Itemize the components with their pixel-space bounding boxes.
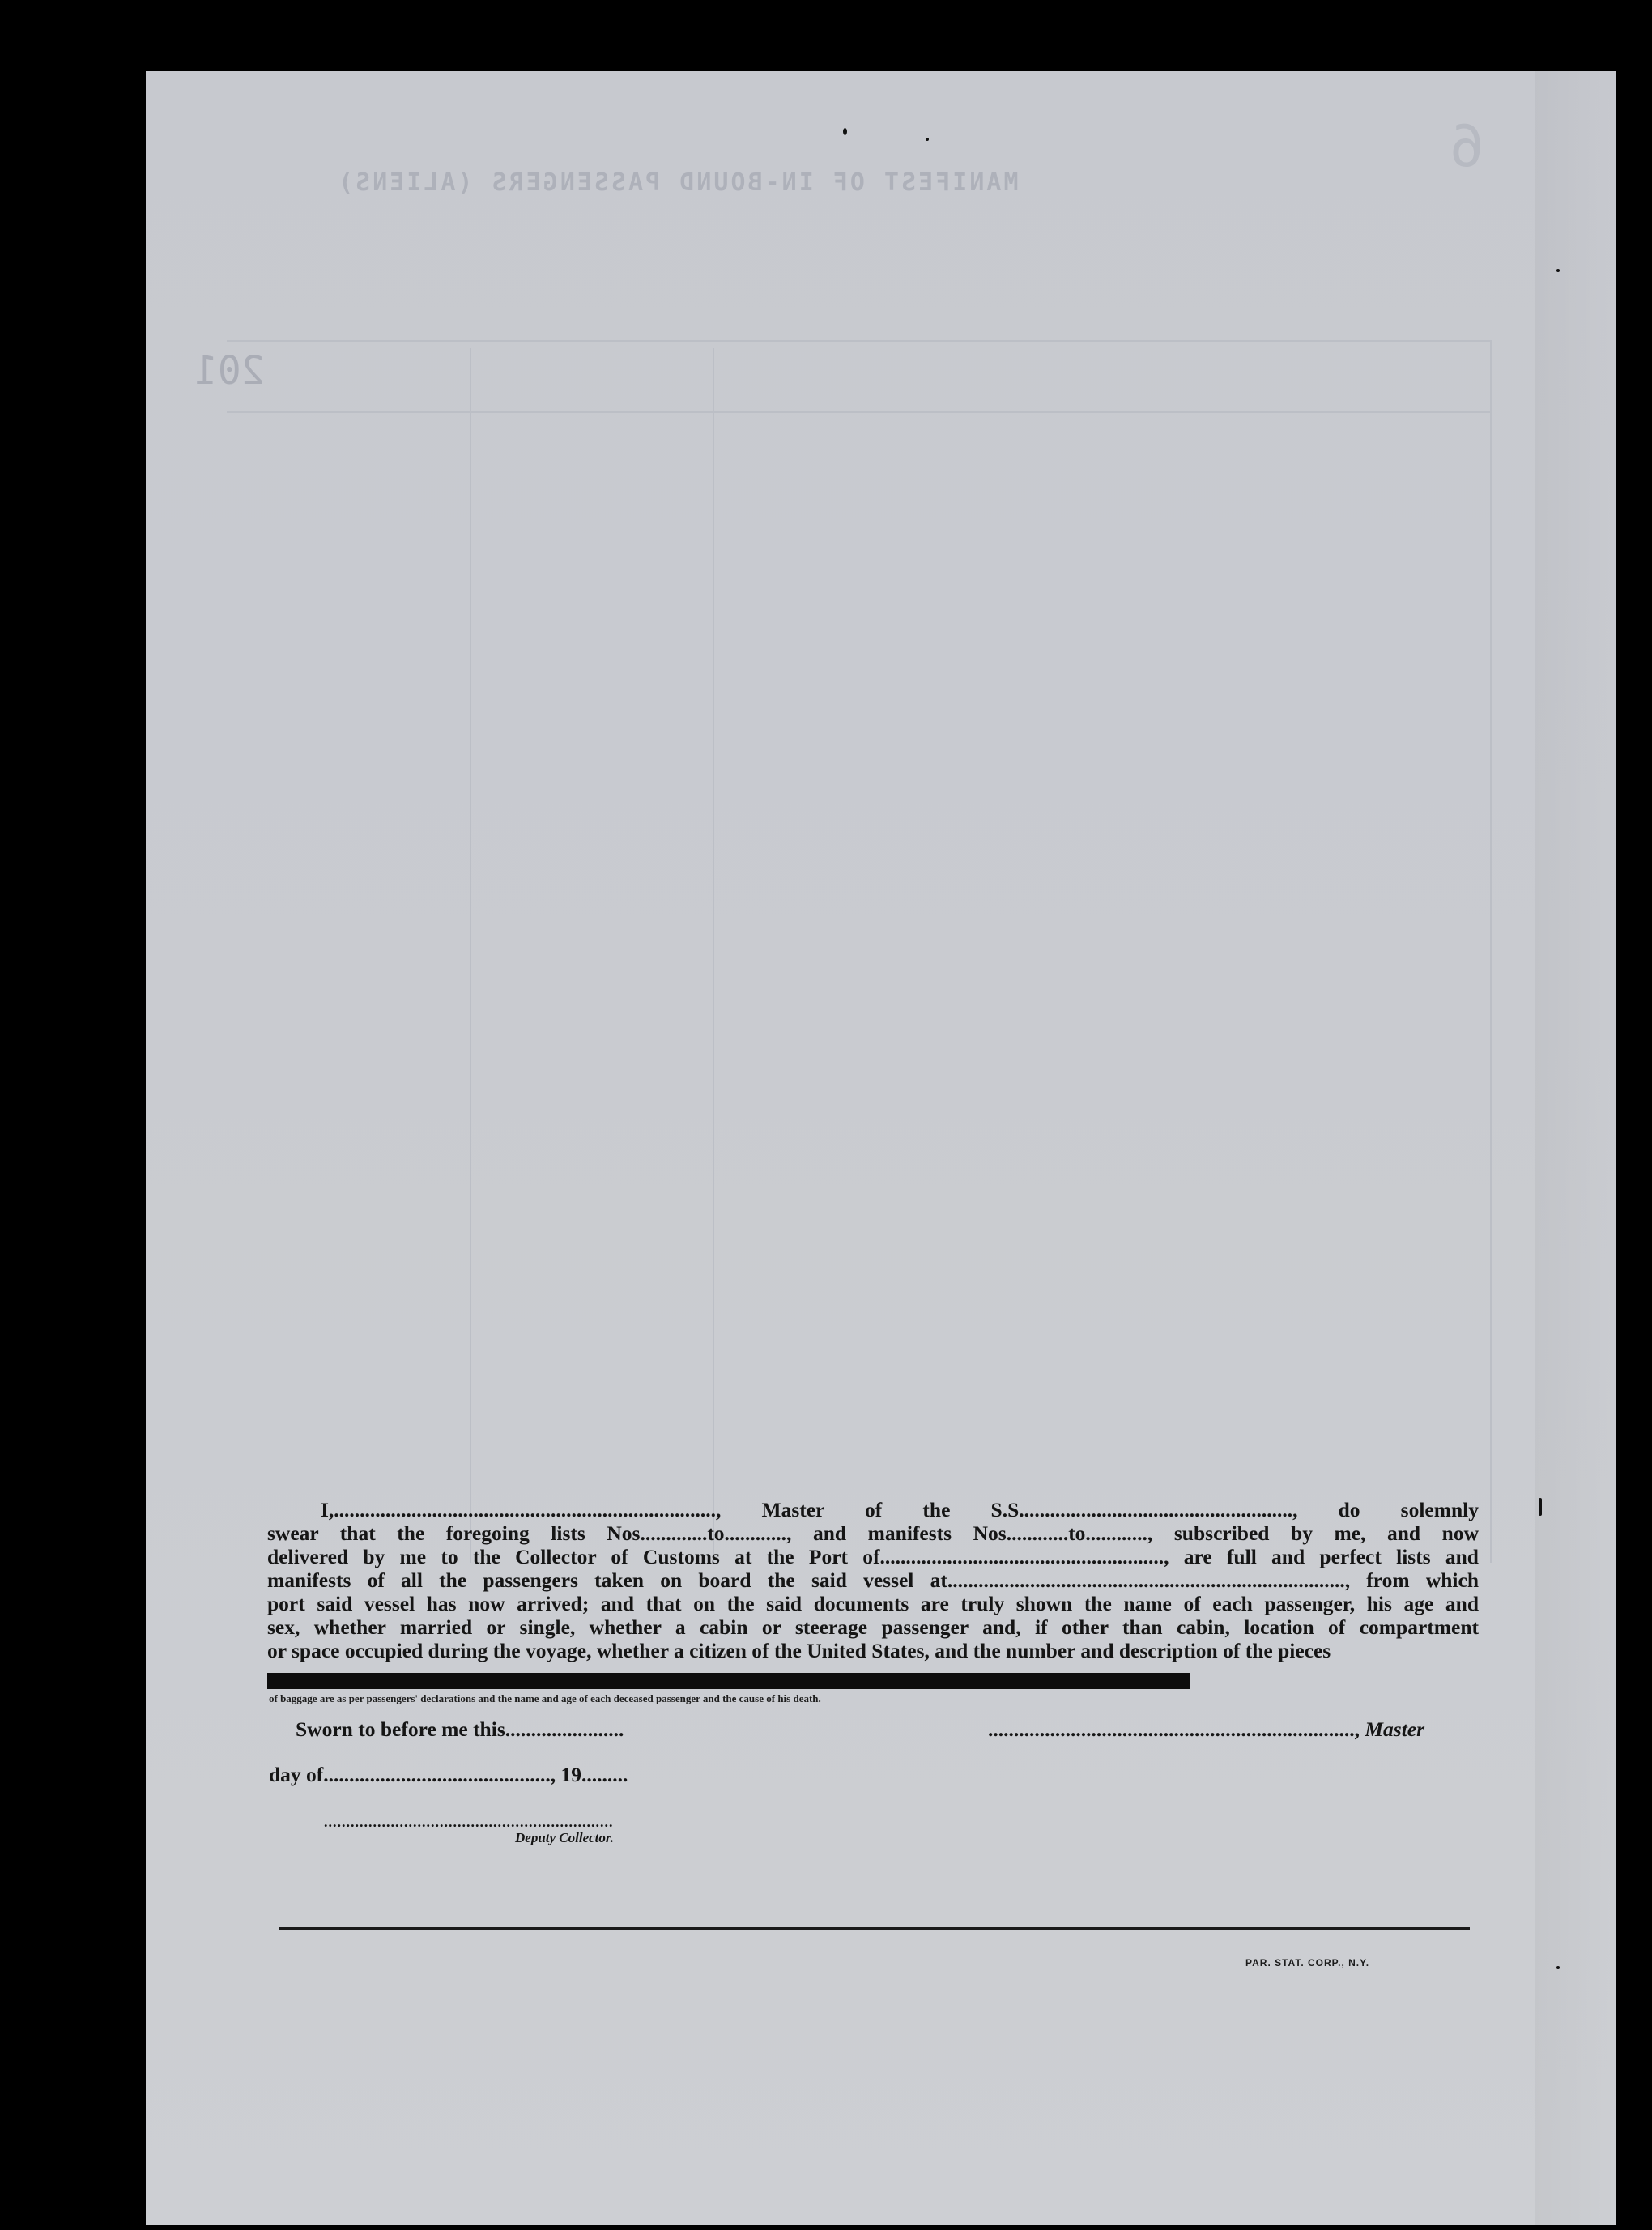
- deputy-collector-label: Deputy Collector.: [515, 1830, 614, 1845]
- oath-line: sex, whether married or single, whether a cabin or steerage passenger and, if other than cabin, location of compartment: [267, 1615, 1479, 1639]
- bleed-column-rule: [1490, 340, 1492, 1563]
- bottom-rule: [279, 1927, 1470, 1930]
- bleed-through-title: MANIFEST OF IN-BOUND PASSENGERS (ALIENS): [336, 168, 1019, 197]
- page-edge-shadow: [1535, 71, 1616, 2225]
- scan-speck: [843, 128, 847, 135]
- oath-line: I,.........................................................................., Master of the S.S....................................................., do solemnly: [321, 1498, 1479, 1521]
- bleed-through-number: 201: [194, 348, 265, 394]
- master-label: Master: [1365, 1717, 1425, 1741]
- master-signature-dots: .......................................................................,: [988, 1717, 1360, 1741]
- oath-note: of baggage are as per passengers' declarations and the name and age of each deceased passenger and the cause of his death.: [269, 1692, 821, 1704]
- redaction-bar: [267, 1673, 1190, 1689]
- scan-speck: [1539, 1498, 1542, 1516]
- day-of-line: day of............................................, 19.........: [269, 1763, 628, 1786]
- oath-line: delivered by me to the Collector of Customs at the Port of......................................................., are full and perfect lists and: [267, 1545, 1479, 1568]
- scan-speck: [1556, 269, 1560, 272]
- printer-imprint: PAR. STAT. CORP., N.Y.: [1245, 1957, 1370, 1968]
- oath-paragraph: [267, 1498, 1479, 1662]
- scan-speck: [926, 138, 929, 141]
- bleed-through-page-mark: 6: [1450, 113, 1484, 180]
- oath-line: port said vessel has now arrived; and that on the said documents are truly shown the name of each passenger, his age and: [267, 1592, 1479, 1615]
- oath-line: manifests of all the passengers taken on board the said vessel at............................................................................., from which: [267, 1568, 1479, 1592]
- bleed-column-rule: [470, 348, 471, 1563]
- sworn-line: Sworn to before me this.......................: [296, 1717, 624, 1741]
- bleed-table-header-rule: [227, 411, 1490, 413]
- oath-line: or space occupied during the voyage, whether a citizen of the United States, and the number and description of the pieces: [267, 1639, 1331, 1662]
- oath-line: swear that the foregoing lists Nos.............to............, and manifests Nos............to............, subscribed by me, and now: [267, 1521, 1479, 1545]
- bleed-column-rule: [713, 348, 714, 1563]
- master-signature-line: [988, 1717, 1424, 1742]
- bleed-table-top-rule: [227, 340, 1490, 342]
- deputy-signature-dots: .................................................................: [324, 1814, 614, 1830]
- scan-speck: [1556, 1966, 1560, 1969]
- document-page: [146, 71, 1616, 2225]
